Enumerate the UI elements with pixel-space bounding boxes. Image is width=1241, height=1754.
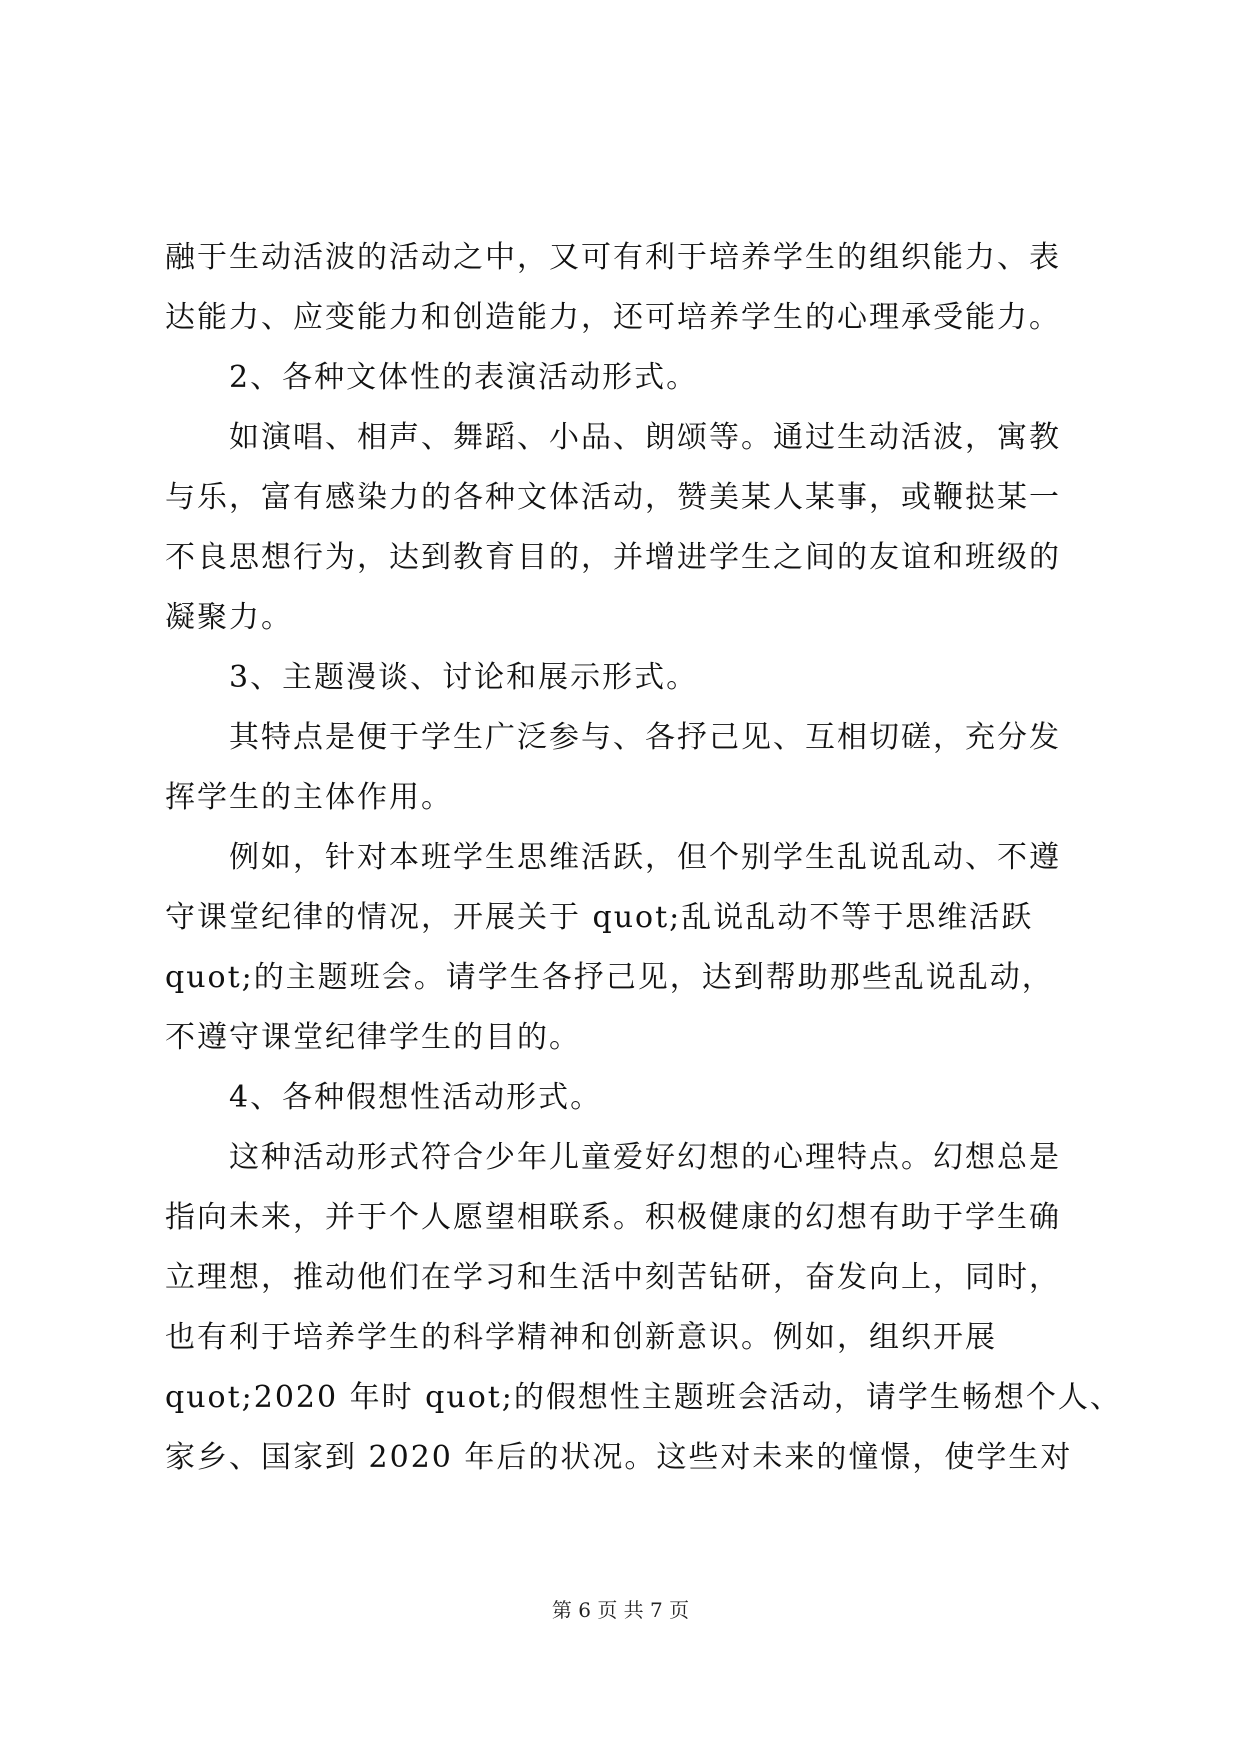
text-line: 达能力、应变能力和创造能力，还可培养学生的心理承受能力。 xyxy=(165,300,1061,335)
text-line: 守课堂纪律的情况，开展关于 quot;乱说乱动不等于思维活跃 xyxy=(165,900,1034,935)
section-heading: 4、各种假想性活动形式。 xyxy=(229,1080,603,1115)
text-line: 与乐，富有感染力的各种文体活动，赞美某人某事，或鞭挞某一 xyxy=(165,480,1061,515)
body-text xyxy=(165,228,1122,1488)
text-line: 也有利于培养学生的科学精神和创新意识。例如，组织开展 xyxy=(165,1320,997,1355)
text-line: 不良思想行为，达到教育目的，并增进学生之间的友谊和班级的 xyxy=(165,540,1061,575)
text-line: 这种活动形式符合少年儿童爱好幻想的心理特点。幻想总是 xyxy=(229,1140,1061,1175)
text-line: quot;的主题班会。请学生各抒己见，达到帮助那些乱说乱动， xyxy=(165,960,1054,995)
text-line: quot;2020 年时 quot;的假想性主题班会活动，请学生畅想个人、 xyxy=(165,1380,1122,1415)
text-line: 例如，针对本班学生思维活跃，但个别学生乱说乱动、不遵 xyxy=(229,840,1061,875)
text-line: 凝聚力。 xyxy=(165,600,293,635)
text-line: 不遵守课堂纪律学生的目的。 xyxy=(165,1020,581,1055)
text-line: 家乡、国家到 2020 年后的状况。这些对未来的憧憬，使学生对 xyxy=(165,1440,1073,1475)
page-number-footer: 第 6 页 共 7 页 xyxy=(551,1598,690,1622)
text-line: 融于生动活波的活动之中，又可有利于培养学生的组织能力、表 xyxy=(165,240,1061,275)
text-line: 立理想，推动他们在学习和生活中刻苦钻研，奋发向上，同时， xyxy=(165,1260,1061,1295)
section-heading: 3、主题漫谈、讨论和展示形式。 xyxy=(229,660,699,695)
section-heading: 2、各种文体性的表演活动形式。 xyxy=(229,360,699,395)
text-line: 如演唱、相声、舞蹈、小品、朗颂等。通过生动活波，寓教 xyxy=(229,420,1061,455)
text-line: 指向未来，并于个人愿望相联系。积极健康的幻想有助于学生确 xyxy=(165,1200,1061,1235)
text-line: 其特点是便于学生广泛参与、各抒己见、互相切磋，充分发 xyxy=(229,720,1061,755)
text-line: 挥学生的主体作用。 xyxy=(165,780,453,815)
